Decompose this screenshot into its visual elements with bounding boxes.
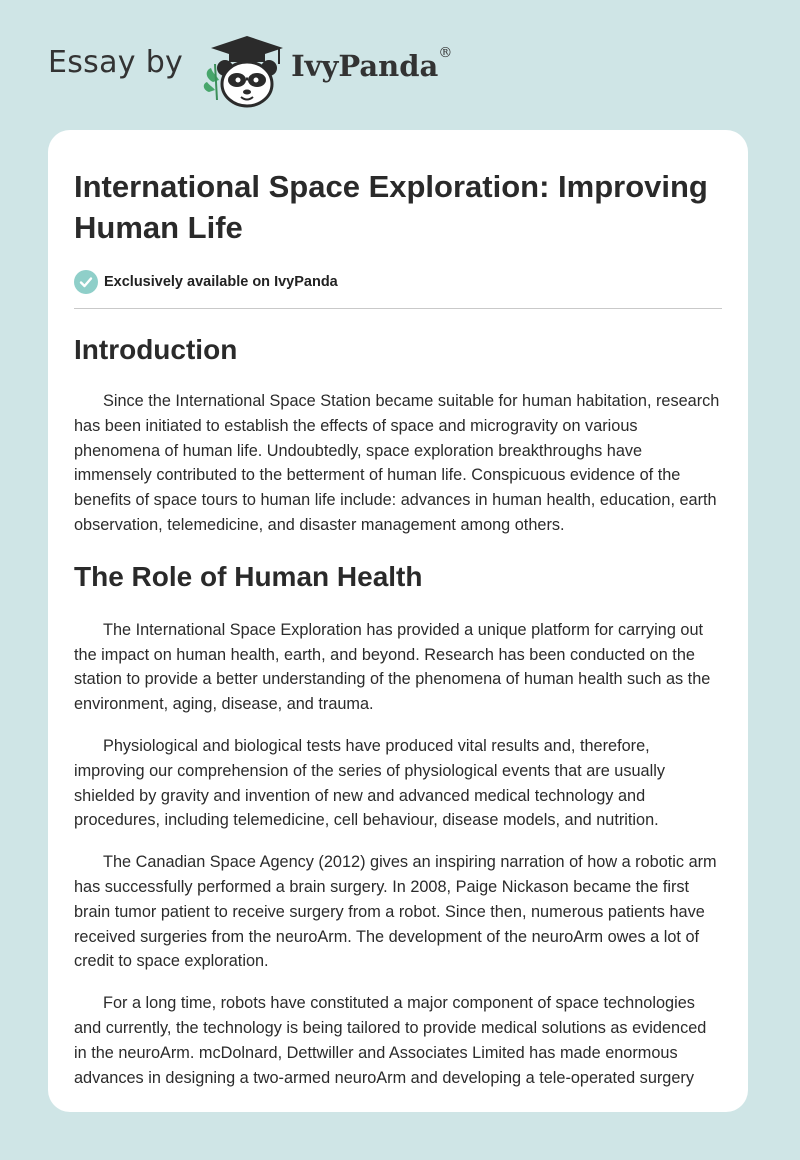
paragraph: Physiological and biological tests have produced vital results and, therefore, improving our comprehension of the series of physiological events that are usually shielded by gravity and invention of new and advanced medical technology and procedures, including telemedicine, cell behaviour, disease models, and nutrition. xyxy=(74,736,665,830)
paragraph: Since the International Space Station became suitable for human habitation, research has been initiated to establish the effects of space and microgravity on various phenomena of human life. Undoubtedly, space exploration breakthroughs have immensely contributed to the betterment of human life. Conspicuous evidence of the benefits of space tours to human life include: advances in human health, education, earth observation, telemedicine, and disaster management among others. xyxy=(74,392,720,534)
brand-name[interactable]: IvyPanda® xyxy=(291,45,453,83)
paragraph: For a long time, robots have constituted a major component of space technologies and currently, the technology is being tailored to provide medical solutions as evidenced in the neuroArm. mcDolnard, Dettwiller and Associates Limited has made enormous advances in designing a two-armed neuroArm and developing a tele-operated surgery xyxy=(74,994,707,1087)
check-icon xyxy=(74,270,98,294)
paragraph: The Canadian Space Agency (2012) gives an inspiring narration of how a robotic arm has successfully performed a brain surgery. In 2008, Paige Nickason became the first brain tumor patient to receive surgery from a robot. Since then, numerous patients have received surgeries from the neuroArm. The development of the neuroArm owes a lot of credit to space exploration. xyxy=(74,853,717,971)
exclusive-badge xyxy=(74,270,722,294)
section-heading-human-health: The Role of Human Health xyxy=(74,560,423,592)
essay-title: International Space Exploration: Improving Human Life xyxy=(74,169,708,245)
essay-by-label: Essay by xyxy=(48,44,184,80)
exclusive-badge-text: Exclusively available on IvyPanda xyxy=(104,274,338,290)
title-divider xyxy=(74,308,722,309)
paragraph: The International Space Exploration has provided a unique platform for carrying out the impact on human health, earth, and beyond. Research has been conducted on the station to provide a better understanding of the phenomena of human health such as the environment, aging, disease, and trauma. xyxy=(74,620,711,714)
section-heading-introduction: Introduction xyxy=(74,334,238,365)
essay-card xyxy=(48,130,748,1112)
ivy-leaf-icon xyxy=(204,64,219,100)
site-header xyxy=(48,30,452,110)
panda-graduate-logo-icon[interactable] xyxy=(199,30,289,110)
